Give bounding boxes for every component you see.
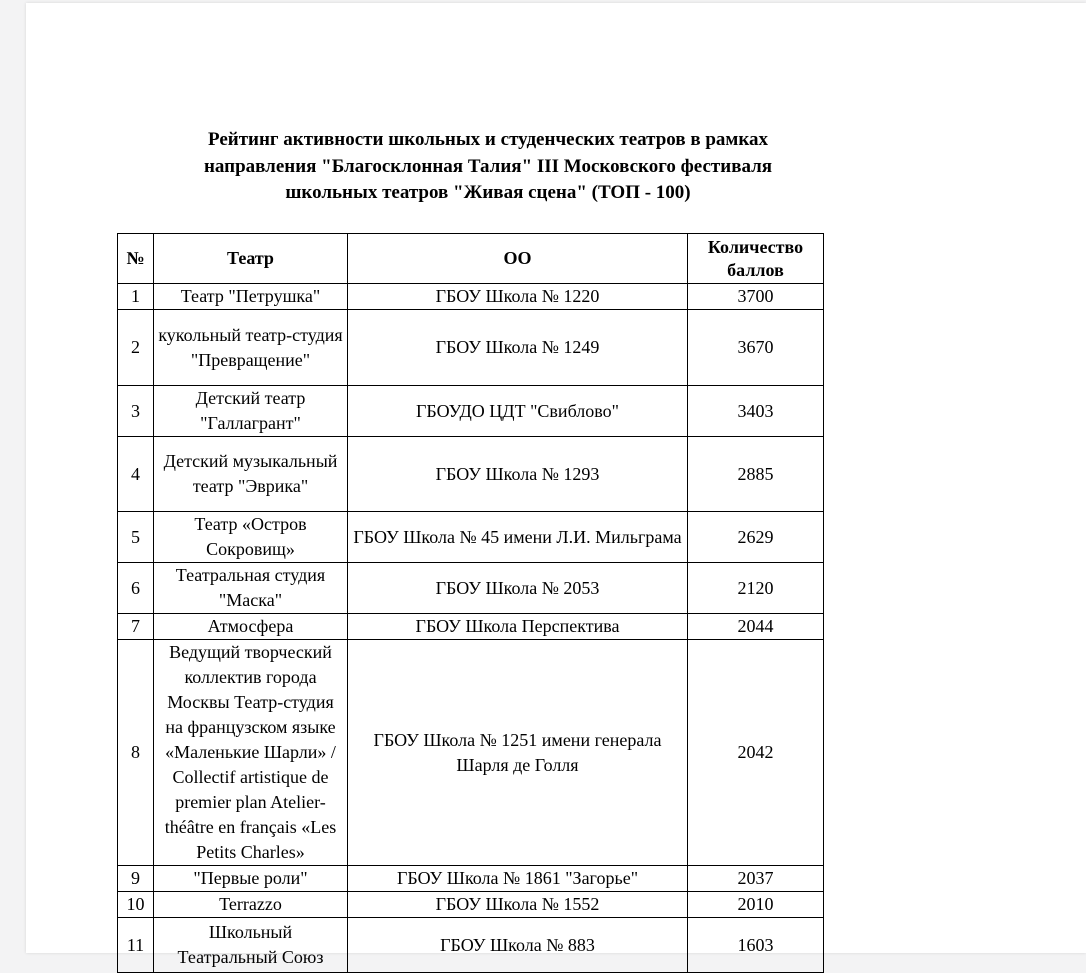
row-num: 10: [118, 892, 154, 918]
row-num: 2: [118, 310, 154, 386]
row-num: 3: [118, 386, 154, 437]
row-org: ГБОУ Школа № 45 имени Л.И. Мильграма: [348, 512, 688, 563]
row-num: 7: [118, 614, 154, 640]
row-score: 2037: [688, 866, 824, 892]
row-org: ГБОУ Школа № 1220: [348, 284, 688, 310]
row-theater: Terrazzo: [154, 892, 348, 918]
header-theater: Театр: [154, 234, 348, 284]
title-line: школьных театров "Живая сцена" (ТОП - 100): [285, 182, 691, 203]
table-row: [118, 918, 824, 973]
title-line: Рейтинг активности школьных и студенческих театров в рамках: [207, 129, 769, 150]
row-num: 8: [118, 640, 154, 866]
row-theater: Детский театр "Галлагрант": [154, 386, 348, 437]
row-score: 2885: [688, 437, 824, 512]
row-theater: Театр "Петрушка": [154, 284, 348, 310]
table-row: [118, 284, 824, 310]
rating-table: [117, 233, 824, 973]
row-score: 3670: [688, 310, 824, 386]
row-theater: Школьный Театральный Союз: [154, 918, 348, 973]
row-theater: Атмосфера: [154, 614, 348, 640]
table-header-row: [118, 234, 824, 284]
row-theater: Театральная студия "Маска": [154, 563, 348, 614]
table-row: [118, 640, 824, 866]
row-org: ГБОУ Школа Перспектива: [348, 614, 688, 640]
document-title: [26, 127, 950, 207]
row-num: 1: [118, 284, 154, 310]
row-theater: Детский музыкальный театр "Эврика": [154, 437, 348, 512]
row-num: 4: [118, 437, 154, 512]
table-row: [118, 310, 824, 386]
header-score: Количество баллов: [688, 234, 824, 284]
row-org: ГБОУ Школа № 1552: [348, 892, 688, 918]
row-theater: Театр «Остров Сокровищ»: [154, 512, 348, 563]
table-row: [118, 866, 824, 892]
row-num: 6: [118, 563, 154, 614]
row-num: 5: [118, 512, 154, 563]
header-num: №: [118, 234, 154, 284]
row-num: 11: [118, 918, 154, 973]
table-row: [118, 386, 824, 437]
row-score: 1603: [688, 918, 824, 973]
row-score: 2042: [688, 640, 824, 866]
row-org: ГБОУДО ЦДТ "Свиблово": [348, 386, 688, 437]
row-score: 2120: [688, 563, 824, 614]
table-row: [118, 512, 824, 563]
row-org: ГБОУ Школа № 1861 "Загорье": [348, 866, 688, 892]
row-score: 2629: [688, 512, 824, 563]
row-org: ГБОУ Школа № 1293: [348, 437, 688, 512]
row-score: 3403: [688, 386, 824, 437]
row-score: 3700: [688, 284, 824, 310]
table-row: [118, 892, 824, 918]
header-org: ОО: [348, 234, 688, 284]
row-theater: "Первые роли": [154, 866, 348, 892]
row-org: ГБОУ Школа № 2053: [348, 563, 688, 614]
row-org: ГБОУ Школа № 1251 имени генерала Шарля де Голля: [348, 640, 688, 866]
table-row: [118, 437, 824, 512]
table-row: [118, 563, 824, 614]
row-score: 2010: [688, 892, 824, 918]
row-org: ГБОУ Школа № 883: [348, 918, 688, 973]
row-num: 9: [118, 866, 154, 892]
row-org: ГБОУ Школа № 1249: [348, 310, 688, 386]
row-score: 2044: [688, 614, 824, 640]
title-line: направления "Благосклонная Талия" III Московского фестиваля: [203, 155, 773, 177]
row-theater: кукольный театр-студия "Превращение": [154, 310, 348, 386]
table-row: [118, 614, 824, 640]
row-theater: Ведущий творческий коллектив города Москвы Театр-студия на французском языке «Маленькие Шарли» / Collectif artistique de premier plan Atelier-théâtre en français «Les Petits Charles»: [154, 640, 348, 866]
